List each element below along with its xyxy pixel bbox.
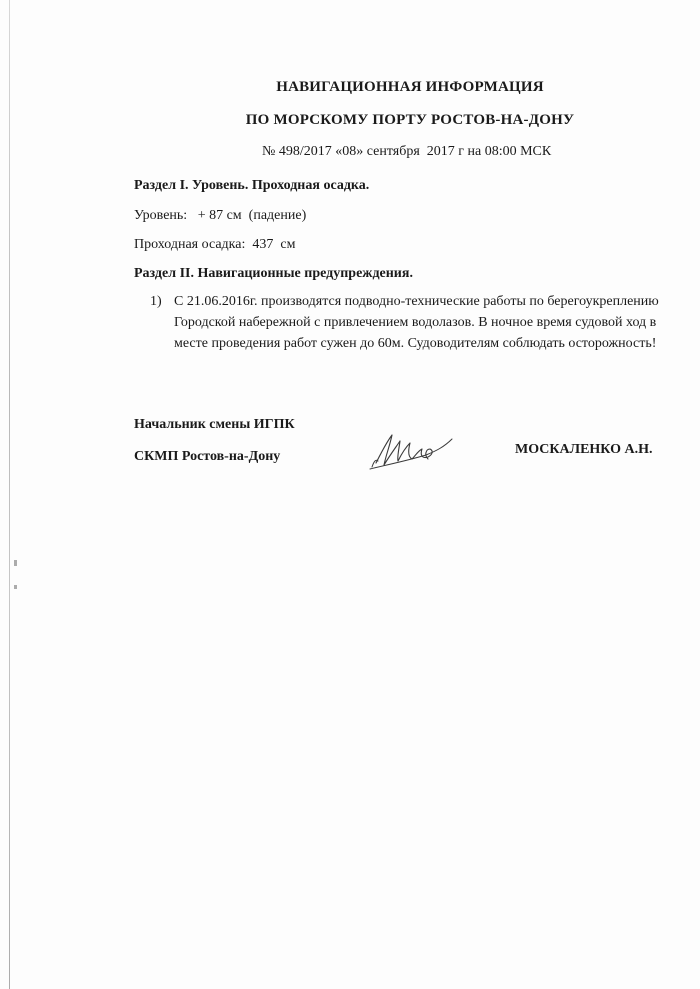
document-number-date: № 498/2017 «08» сентября 2017 г на 08:00 МСК	[262, 144, 552, 159]
warnings-list	[150, 291, 690, 354]
handwritten-signature	[366, 425, 456, 475]
scan-artifact	[14, 560, 17, 566]
signatory-position-line-2: СКМП Ростов-на-Дону	[134, 449, 281, 464]
passage-draft-line: Проходная осадка: 437 см	[134, 237, 296, 252]
list-item	[150, 291, 690, 354]
signatory-name: МОСКАЛЕНКО А.Н.	[515, 442, 653, 457]
section-2-heading: Раздел II. Навигационные предупреждения.	[134, 266, 413, 281]
signatory-position-line-1: Начальник смены ИГПК	[134, 417, 295, 432]
warning-text: С 21.06.2016г. производятся подводно-технические работы по берегоукреплению Городской набережной с привлечением водолазов. В ночное время судовой ход в месте проведения работ сужен до 60м. Судоводителям соблюдать осторожность!	[174, 294, 659, 351]
section-1-heading: Раздел I. Уровень. Проходная осадка.	[134, 178, 370, 193]
water-level-line: Уровень: + 87 см (падение)	[134, 208, 307, 223]
document-title-line-2: ПО МОРСКОМУ ПОРТУ РОСТОВ-НА-ДОНУ	[245, 112, 575, 128]
scan-artifact	[14, 585, 17, 589]
scan-edge-line	[9, 0, 10, 989]
warning-number: 1)	[150, 294, 162, 309]
document-title-line-1: НАВИГАЦИОННАЯ ИНФОРМАЦИЯ	[276, 79, 544, 95]
